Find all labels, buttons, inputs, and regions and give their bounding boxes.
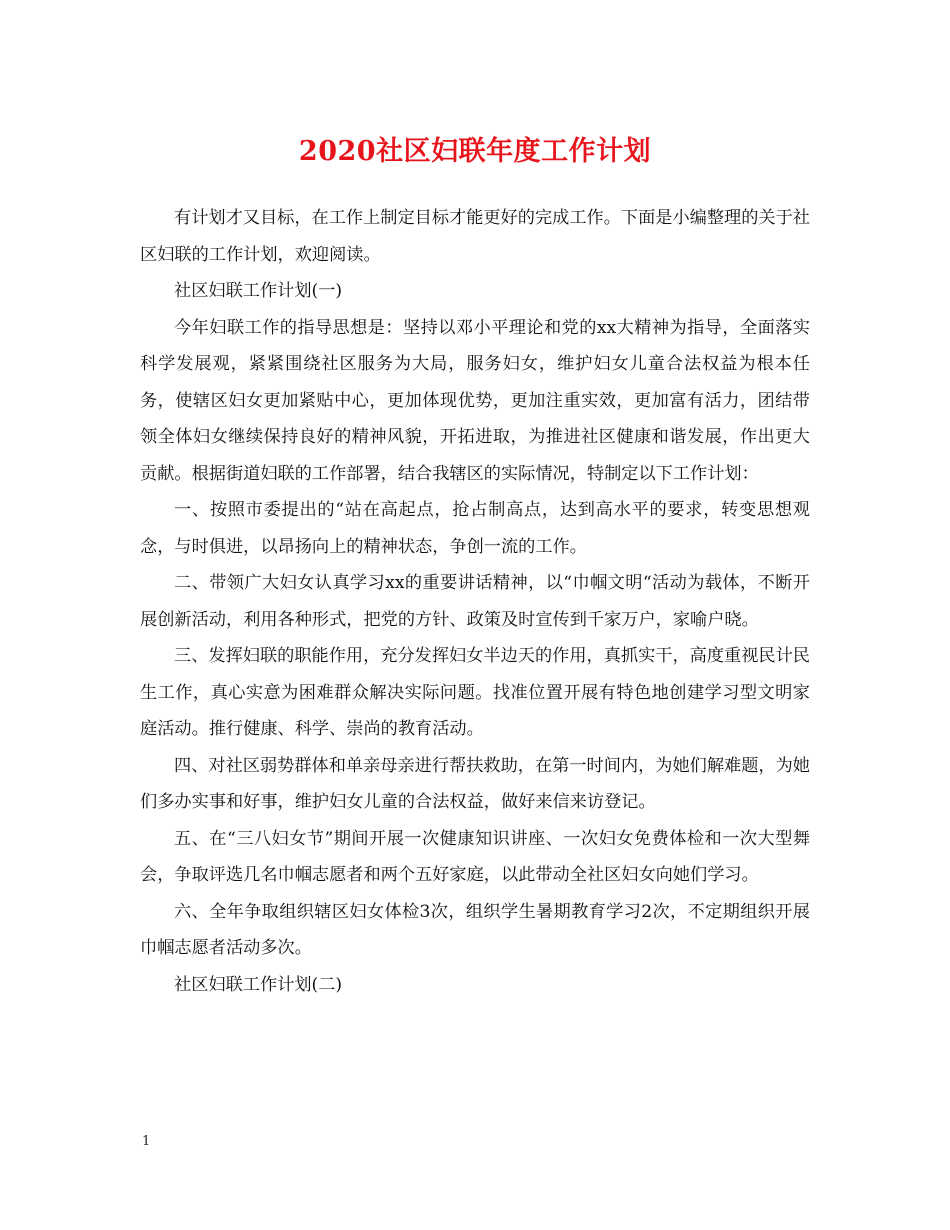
paragraph-guiding-ideology: 今年妇联工作的指导思想是：坚持以邓小平理论和党的xx大精神为指导，全面落实科学发展观，紧紧围绕社区服务为大局，服务妇女，维护妇女儿童合法权益为根本任务，使辖区妇女更加紧贴中心，更加体现优势，更加注重实效，更加富有活力，团结带领全体妇女继续保持良好的精神风貌，开拓进取，为推进社区健康和谐发展，作出更大贡献。根据街道妇联的工作部署，结合我辖区的实际情况，特制定以下工作计划： bbox=[140, 317, 810, 484]
paragraph-intro: 有计划才又目标，在工作上制定目标才能更好的完成工作。下面是小编整理的关于社区妇联的工作计划，欢迎阅读。 bbox=[140, 208, 810, 265]
paragraph-item-1: 一、按照市委提出的“站在高起点，抢占制高点，达到高水平的要求，转变思想观念，与时俱进，以昂扬向上的精神状态，争创一流的工作。 bbox=[140, 500, 810, 557]
paragraph-item-5: 五、在“三八妇女节”期间开展一次健康知识讲座、一次妇女免费体检和一次大型舞会，争取评选几名巾帼志愿者和两个五好家庭，以此带动全社区妇女向她们学习。 bbox=[140, 828, 810, 885]
section-heading-plan-1: 社区妇联工作计划(一) bbox=[174, 281, 343, 301]
page-number: 1 bbox=[142, 1134, 151, 1149]
document-body bbox=[140, 200, 810, 1003]
paragraph-item-3: 三、发挥妇联的职能作用，充分发挥妇女半边天的作用，真抓实干，高度重视民计民生工作，真心实意为困难群众解决实际问题。找准位置开展有特色地创建学习型文明家庭活动。推行健康、科学、崇尚的教育活动。 bbox=[140, 646, 810, 739]
section-heading-plan-2: 社区妇联工作计划(二) bbox=[174, 974, 343, 995]
paragraph-item-2: 二、带领广大妇女认真学习xx的重要讲话精神，以“巾帼文明“活动为载体，不断开展创新活动，利用各种形式，把党的方针、政策及时宣传到千家万户，家喻户晓。 bbox=[140, 573, 810, 630]
paragraph-item-6: 六、全年争取组织辖区妇女体检3次，组织学生暑期教育学习2次，不定期组织开展巾帼志愿者活动多次。 bbox=[140, 901, 810, 958]
document-title: 2020社区妇联年度工作计划 bbox=[298, 136, 652, 167]
paragraph-item-4: 四、对社区弱势群体和单亲母亲进行帮扶救助，在第一时间内，为她们解难题，为她们多办实事和好事，维护妇女儿童的合法权益，做好来信来访登记。 bbox=[140, 755, 810, 812]
